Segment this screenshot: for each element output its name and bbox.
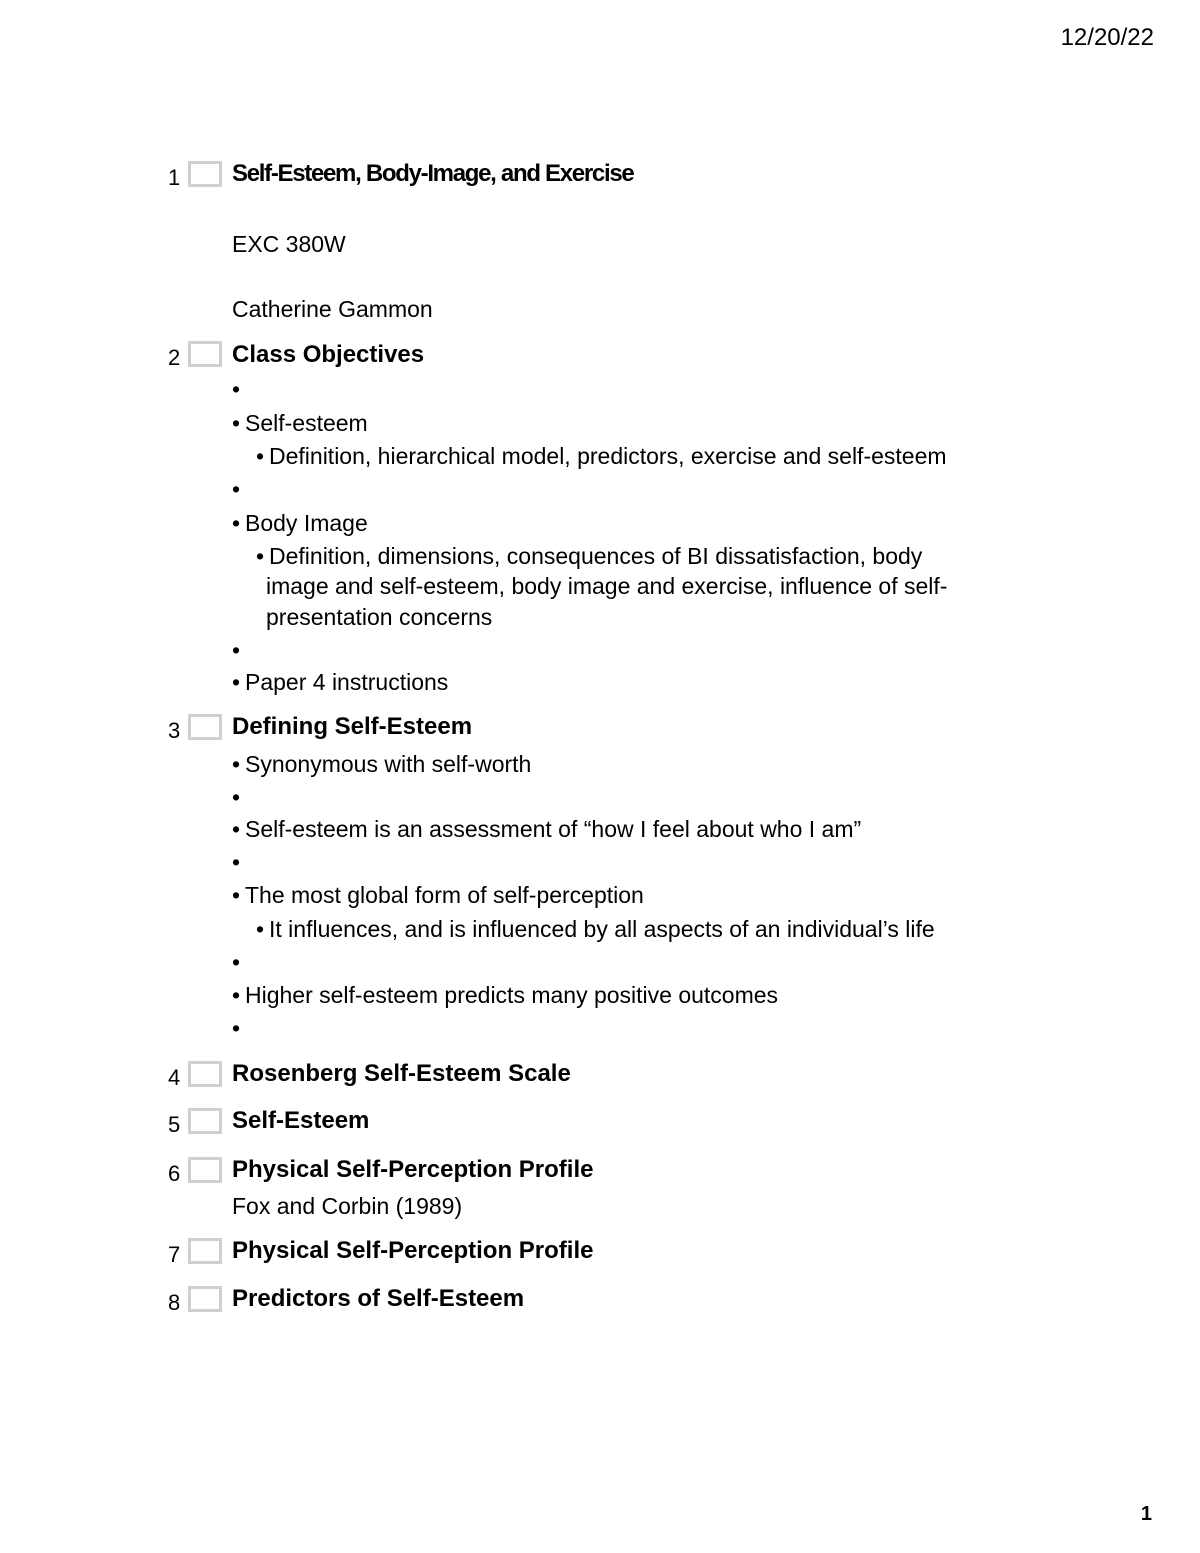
slide-number: 7 [168, 1242, 181, 1267]
slide-title: Defining Self-Esteem [232, 713, 473, 740]
slide-thumbnail[interactable] [188, 1286, 222, 1312]
slide-number: 1 [168, 165, 181, 190]
bullet-text: Body Image [245, 510, 368, 536]
bullet-item [232, 636, 245, 665]
bullet-item [232, 668, 448, 697]
bullet-icon: • [232, 410, 241, 436]
slide-number: 5 [168, 1112, 181, 1137]
slide-thumbnail[interactable] [188, 714, 222, 740]
slide-title: Class Objectives [232, 341, 425, 368]
slide-text-line: EXC 380W [232, 231, 346, 257]
slide-thumbnail[interactable] [188, 1061, 222, 1087]
bullet-text: The most global form of self-perception [245, 882, 644, 908]
bullet-text: Self-esteem is an assessment of “how I feel about who I am” [245, 816, 862, 842]
slide-title: Predictors of Self-Esteem [232, 1285, 525, 1312]
bullet-item [232, 375, 245, 404]
bullet-item [232, 981, 778, 1010]
bullet-text: It influences, and is influenced by all aspects of an individual’s life [269, 916, 935, 942]
bullet-item [232, 750, 531, 779]
bullet-icon: • [232, 751, 241, 777]
bullet-icon: • [232, 1015, 241, 1041]
slide-number: 2 [168, 345, 181, 370]
bullet-item [232, 815, 861, 844]
bullet-item [232, 848, 245, 877]
bullet-icon: • [232, 816, 241, 842]
bullet-item [232, 948, 245, 977]
bullet-text: Definition, hierarchical model, predictors, exercise and self-esteem [269, 443, 947, 469]
slide-thumbnail[interactable] [188, 161, 222, 187]
bullet-icon: • [232, 849, 241, 875]
bullet-item [232, 1014, 245, 1043]
slide-title: Self-Esteem, Body-Image, and Exercise [232, 160, 634, 187]
bullet-text: Higher self-esteem predicts many positive outcomes [245, 982, 779, 1008]
document-date: 12/20/22 [1060, 24, 1154, 51]
bullet-item [232, 881, 644, 910]
slide-thumbnail[interactable] [188, 1157, 222, 1183]
bullet-icon: • [232, 510, 241, 536]
bullet-text: Definition, dimensions, consequences of BI dissatisfaction, body [269, 543, 923, 569]
bullet-text: Paper 4 instructions [245, 669, 449, 695]
bullet-icon: • [232, 982, 241, 1008]
sub-bullet-item [256, 915, 935, 944]
bullet-item [232, 783, 245, 812]
slide-number: 3 [168, 718, 181, 743]
slide-title: Self-Esteem [232, 1107, 370, 1134]
slide-text-line: Fox and Corbin (1989) [232, 1193, 463, 1219]
bullet-icon: • [232, 949, 241, 975]
bullet-text: Synonymous with self-worth [245, 751, 532, 777]
slide-title: Physical Self-Perception Profile [232, 1156, 594, 1183]
bullet-icon: • [232, 376, 241, 402]
bullet-text: Self-esteem [245, 410, 368, 436]
bullet-icon: • [232, 669, 241, 695]
bullet-icon: • [232, 476, 241, 502]
slide-title: Physical Self-Perception Profile [232, 1237, 594, 1264]
slide-number: 4 [168, 1065, 181, 1090]
bullet-icon: • [256, 916, 265, 942]
slide-number: 8 [168, 1290, 181, 1315]
sub-bullet-item [256, 542, 922, 571]
bullet-icon: • [232, 637, 241, 663]
sub-bullet-item [256, 442, 947, 471]
page-number: 1 [1140, 1503, 1152, 1525]
slide-thumbnail[interactable] [188, 341, 222, 367]
sub-bullet-continuation: presentation concerns [266, 604, 493, 630]
bullet-icon: • [232, 784, 241, 810]
bullet-item [232, 509, 368, 538]
slide-text-line: Catherine Gammon [232, 296, 433, 322]
bullet-icon: • [232, 882, 241, 908]
slide-thumbnail[interactable] [188, 1108, 222, 1134]
slide-title: Rosenberg Self-Esteem Scale [232, 1060, 571, 1087]
bullet-icon: • [256, 543, 265, 569]
sub-bullet-continuation: image and self-esteem, body image and exercise, influence of self- [266, 573, 948, 599]
bullet-item [232, 409, 368, 438]
bullet-item [232, 475, 245, 504]
bullet-icon: • [256, 443, 265, 469]
slide-thumbnail[interactable] [188, 1238, 222, 1264]
slide-number: 6 [168, 1161, 181, 1186]
